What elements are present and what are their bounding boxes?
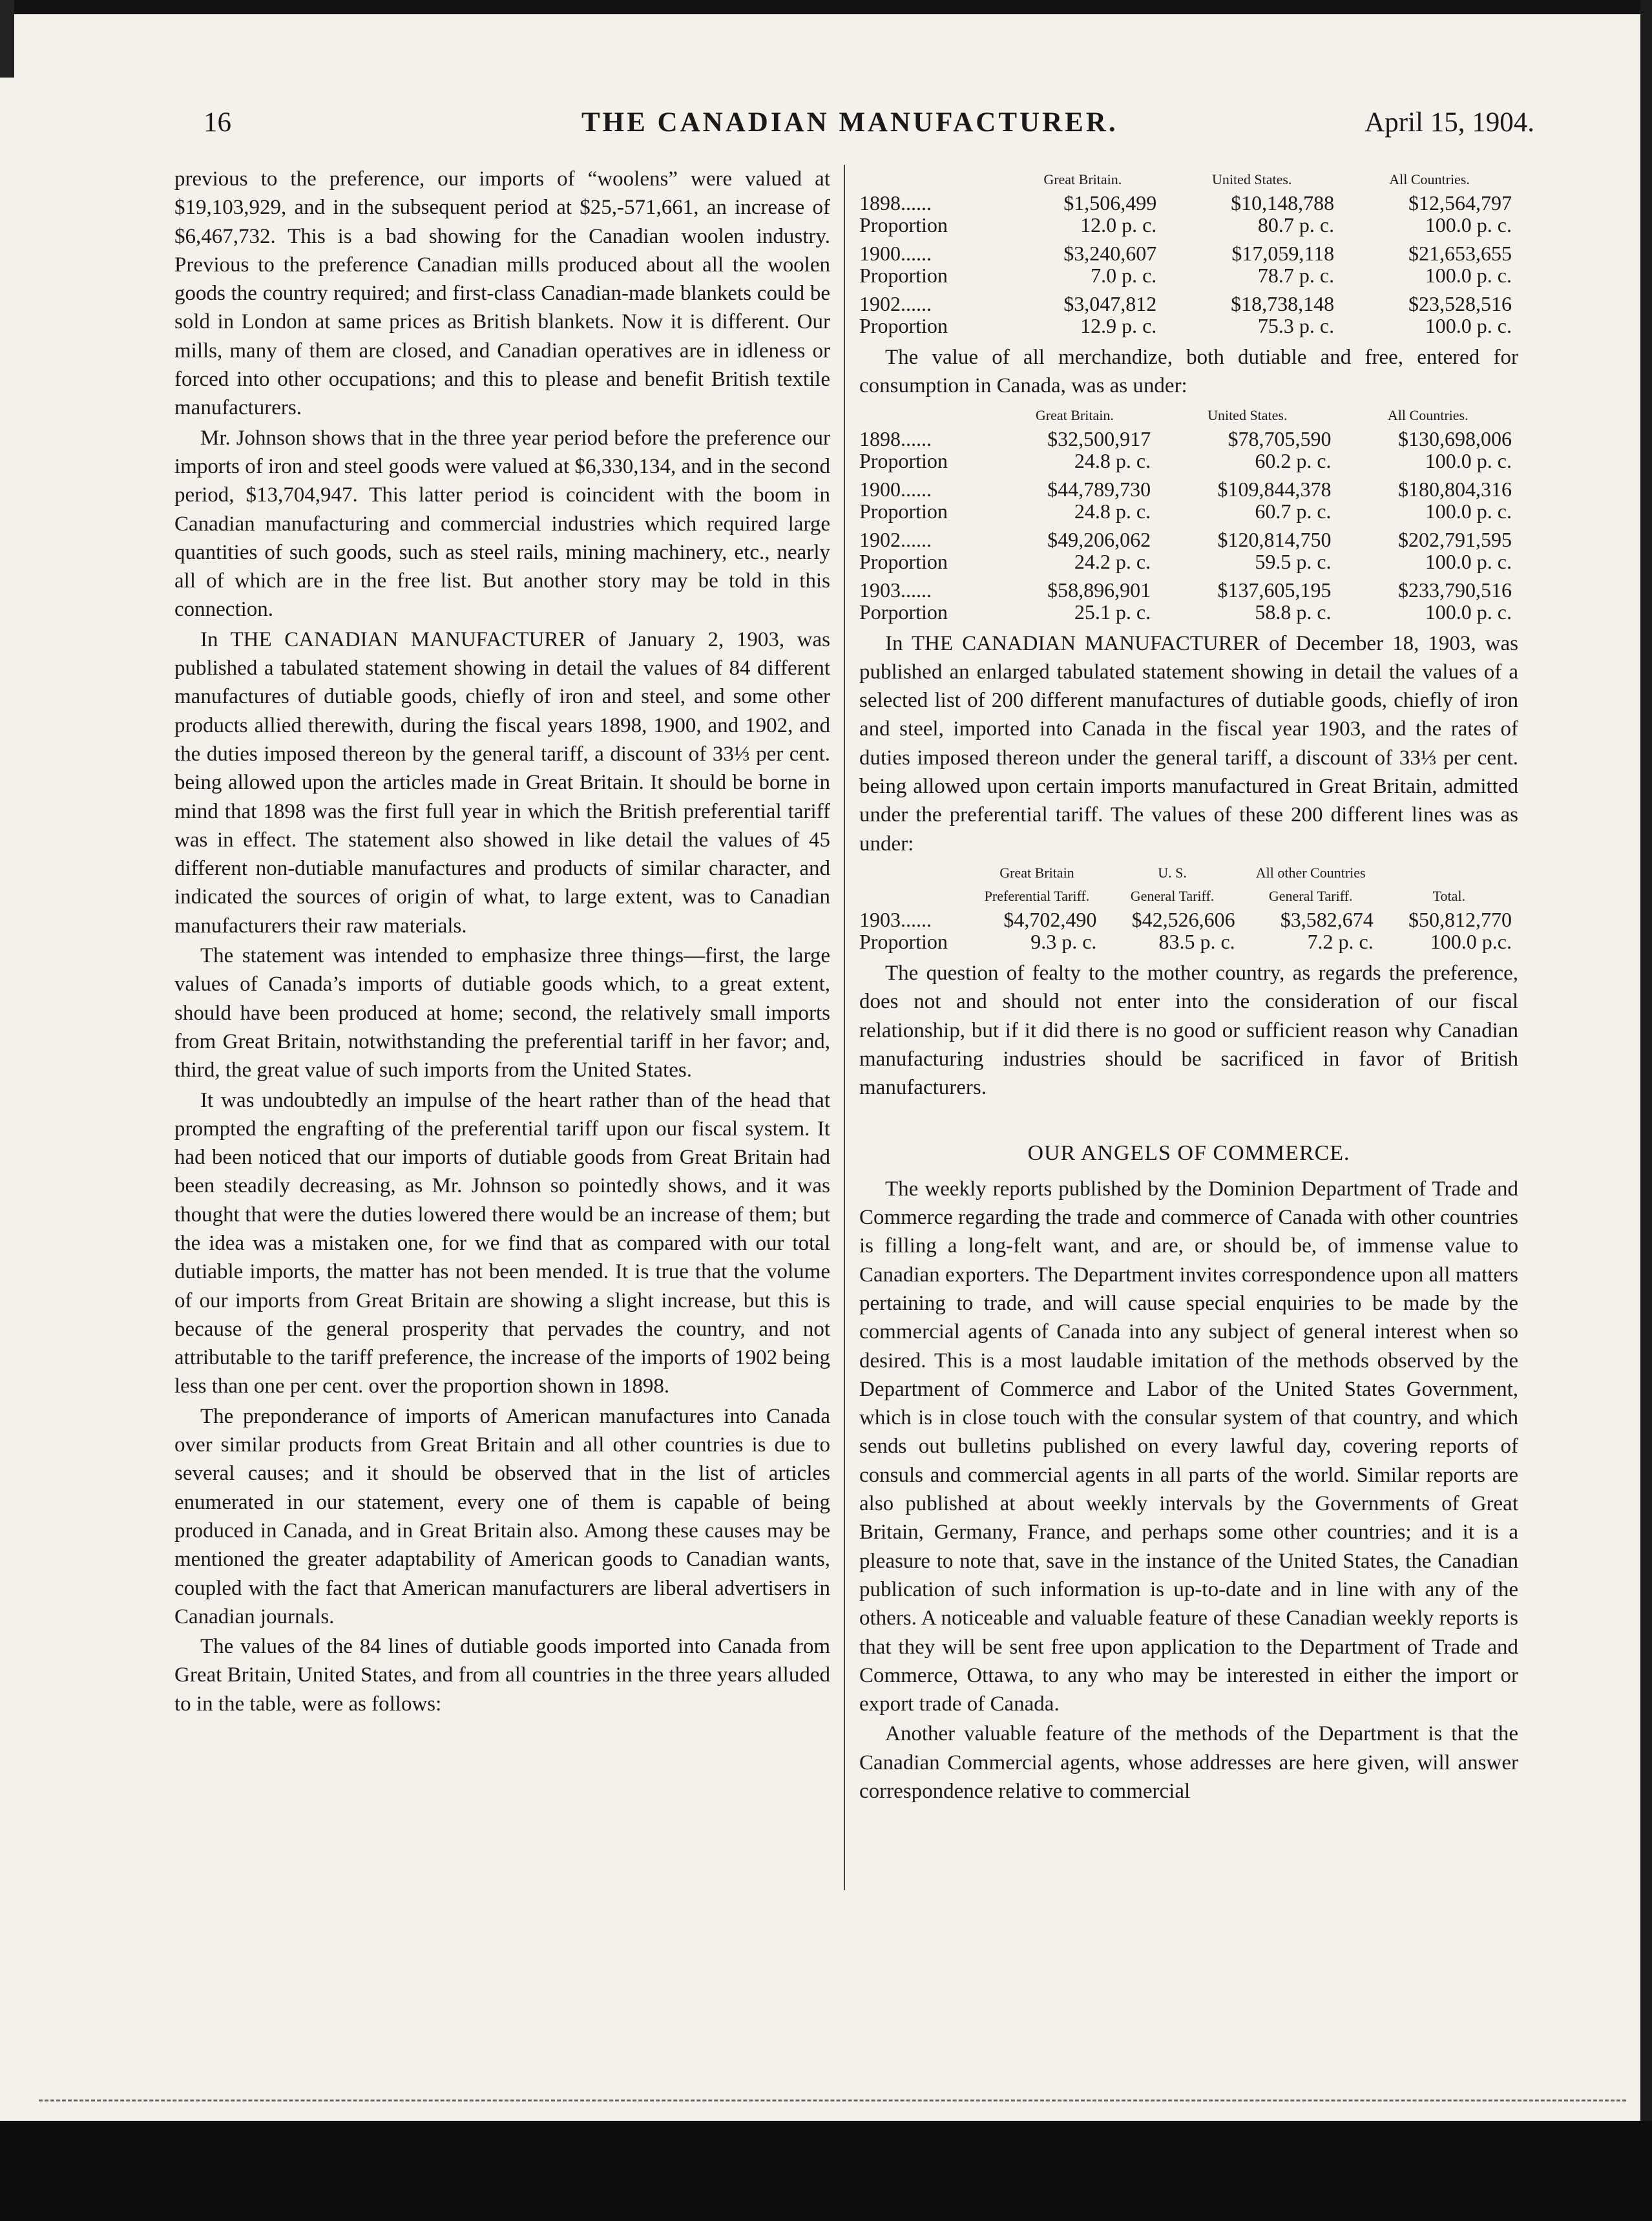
cell: 100.0 p. c. — [1425, 448, 1512, 472]
cell: 100.0 p. c. — [1425, 600, 1512, 624]
table-row — [859, 192, 1518, 214]
row-label: Proportion — [859, 264, 948, 287]
table-row — [859, 551, 1518, 573]
issue-date: April 15, 1904. — [1364, 107, 1534, 138]
table-row — [859, 522, 1518, 551]
column-header: Great Britain. — [1035, 406, 1114, 423]
row-label: Proportion — [859, 499, 948, 523]
paragraph: Another valuable feature of the methods of the Department is that the Canadian Commercial agents, whose addresses are here given, will answer correspondence relative to commercial — [859, 1722, 1518, 1803]
cell: 24.8 p. c. — [1074, 448, 1151, 472]
cell: $18,738,148 — [1231, 292, 1335, 315]
row-label: 1903...... — [859, 907, 932, 931]
column-header: Great Britain. — [1043, 171, 1122, 187]
column-header: Preferential Tariff. — [984, 887, 1090, 904]
table-row — [859, 573, 1518, 601]
page-number: 16 — [204, 107, 231, 138]
cell: $180,804,316 — [1398, 477, 1512, 501]
cell: $42,526,606 — [1131, 907, 1235, 931]
table-row — [859, 472, 1518, 500]
dutiable-imports-table — [859, 169, 1518, 337]
cell: $202,791,595 — [1398, 527, 1512, 551]
cell: 12.0 p. c. — [1080, 213, 1157, 237]
column-header: General Tariff. — [1130, 887, 1215, 904]
table-row — [859, 931, 1518, 953]
cell: $4,702,490 — [1003, 907, 1097, 931]
row-label: 1903...... — [859, 578, 932, 602]
table-row — [859, 315, 1518, 337]
left-column — [174, 165, 830, 1720]
paragraph: In THE CANADIAN MANUFACTURER of January 2, 1903, was published a tabulated statement showing in detail the values of 84 different manufactures of dutiable goods, chiefly of iron and steel, and some other products allied therewith, during the fiscal years 1898, 1900, and 1902, and the duties imposed thereon by the general tariff, a discount of 33⅓ per cent. being allowed upon the articles made in Great Britain. It should be borne in mind that 1898 was the first full year in which the British preferential tariff was in effect. The statement also showed in like detail the values of 45 different non-dutiable manufactures and products of similar character, and indicated the sources of origin of what, to large extent, was to Canadian manufacturers their raw materials. — [174, 627, 830, 938]
row-label: 1898...... — [859, 191, 932, 215]
cell: $12,564,797 — [1408, 191, 1512, 215]
cell: 7.0 p. c. — [1091, 264, 1157, 287]
right-column — [859, 165, 1518, 1807]
scan-right-border — [1640, 0, 1652, 2221]
cell: $78,705,590 — [1228, 426, 1332, 450]
cell: $21,653,655 — [1408, 242, 1512, 265]
cell: 100.0 p. c. — [1425, 314, 1512, 337]
cell: 100.0 p. c. — [1425, 499, 1512, 523]
column-header: All other Countries — [1255, 864, 1366, 881]
cell: 80.7 p. c. — [1257, 213, 1335, 237]
cell: $233,790,516 — [1398, 578, 1512, 602]
cell: 7.2 p. c. — [1307, 929, 1374, 953]
paragraph: It was undoubtedly an impulse of the heart rather than of the head that prompted the engrafting of the preferential tariff upon our fiscal system. It had been noticed that our imports of dutiable goods from Great Britain had been steadily decreasing, as Mr. Johnson so pointedly shows, and it was thought that were the duties lowered there would be an increase of them; but the idea was a mistaken one, for we find that as compared with our total dutiable imports, the matter has not been mended. It is true that the volume of our imports from Great Britain are showing a slight increase, but this is because of the general prosperity that pervades the country, and not attributable to the tariff preference, the increase of the imports of 1902 being less than one per cent. over the proportion shown in 1898. — [174, 1088, 830, 1398]
cell: 78.7 p. c. — [1257, 264, 1335, 287]
cell: 100.0 p. c. — [1425, 264, 1512, 287]
cell: $3,240,607 — [1063, 242, 1157, 265]
column-header: United States. — [1211, 171, 1292, 187]
cell: 100.0 p. c. — [1425, 213, 1512, 237]
cell: 60.2 p. c. — [1255, 448, 1332, 472]
column-header: U. S. — [1158, 864, 1187, 881]
cell: $58,896,901 — [1047, 578, 1151, 602]
row-label: 1900...... — [859, 477, 932, 501]
table-row — [859, 450, 1518, 472]
row-label: 1902...... — [859, 527, 932, 551]
cell: 100.0 p.c. — [1430, 929, 1512, 953]
cell: $3,047,812 — [1063, 292, 1157, 315]
cell: 59.5 p. c. — [1255, 549, 1332, 573]
row-label: Porportion — [859, 600, 948, 624]
table-row — [859, 286, 1518, 315]
cell: $23,528,516 — [1408, 292, 1512, 315]
cell: 24.2 p. c. — [1074, 549, 1151, 573]
cell: $49,206,062 — [1047, 527, 1151, 551]
table-row — [859, 236, 1518, 264]
scan-top-border — [0, 0, 1652, 14]
column-header: General Tariff. — [1268, 887, 1353, 904]
row-label: Proportion — [859, 448, 948, 472]
scan-left-edge — [0, 0, 14, 78]
column-header: United States. — [1208, 406, 1288, 423]
selected-lines-table — [859, 862, 1518, 953]
cell: 83.5 p. c. — [1158, 929, 1235, 953]
row-label: 1902...... — [859, 292, 932, 315]
column-header: Total. — [1432, 887, 1466, 904]
table-row — [859, 214, 1518, 236]
paragraph: The question of fealty to the mother country, as regards the preference, does not and should not enter into the consideration of our fiscal relationship, but if it did there is no good or sufficient reason why Canadian manufacturing industries should be sacrificed in favor of British manufacturers. — [859, 961, 1518, 1100]
cell: $109,844,378 — [1217, 477, 1332, 501]
row-label: Proportion — [859, 929, 948, 953]
scan-bottom-border — [0, 2121, 1652, 2221]
cell: $1,506,499 — [1063, 191, 1157, 215]
scan-dashed-line — [39, 2100, 1626, 2101]
paragraph: The statement was intended to emphasize three things—first, the large values of Canada’s imports of dutiable goods which, to a great extent, should have been produced at home; second, the relatively small imports from Great Britain, notwithstanding the preferential tariff in her favor; and, third, the great value of such imports from the United States. — [174, 944, 830, 1082]
paragraph: The preponderance of imports of American manufactures into Canada over similar products from Great Britain and all other countries is due to several causes; and it should be observed that in the list of articles enumerated in our statement, every one of them is capable of being produced in Canada, and in Great Britain also. Among these causes may be mentioned the greater adaptability of American goods to Canadian wants, coupled with the fact that American manufacturers are liberal advertisers in Canadian journals. — [174, 1404, 830, 1628]
paragraph: The values of the 84 lines of dutiable goods imported into Canada from Great Britain, United States, and from all countries in the three years alluded to in the table, were as follows: — [174, 1635, 830, 1716]
table-row — [859, 264, 1518, 286]
row-label: Proportion — [859, 314, 948, 337]
cell: $137,605,195 — [1217, 578, 1332, 602]
cell: $17,059,118 — [1231, 242, 1335, 265]
section-heading: OUR ANGELS OF COMMERCE. — [1027, 1141, 1350, 1166]
row-label: 1898...... — [859, 426, 932, 450]
cell: $120,814,750 — [1217, 527, 1332, 551]
table-row — [859, 601, 1518, 623]
page-header — [204, 107, 1534, 152]
all-merchandise-table — [859, 405, 1518, 623]
row-label: Proportion — [859, 213, 948, 237]
cell: $130,698,006 — [1398, 426, 1512, 450]
cell: 9.3 p. c. — [1030, 929, 1097, 953]
cell: $44,789,730 — [1047, 477, 1151, 501]
table-row — [859, 500, 1518, 522]
cell: $32,500,917 — [1047, 426, 1151, 450]
paragraph: The value of all merchandize, both dutiable and free, entered for consumption in Canada, was as under: — [859, 346, 1518, 398]
table-row — [859, 428, 1518, 450]
cell: $50,812,770 — [1408, 907, 1512, 931]
paragraph: Mr. Johnson shows that in the three year period before the preference our imports of iron and steel goods were valued at $6,330,134, and in the second period, $13,704,947. This latter period is coincident with the boom in Canadian manufacturing and commercial industries which required large quantities of such goods, such as steel rails, mining machinery, etc., nearly all of which are in the free list. But another story may be told in this connection. — [174, 426, 830, 622]
paragraph: In THE CANADIAN MANUFACTURER of December 18, 1903, was published an enlarged tabulated statement showing in detail the values of a selected list of 200 different manufactures of dutiable goods, chiefly of iron and steel, imported into Canada in the fiscal year 1903, and the rates of duties imposed thereon under the general tariff, a discount of 33⅓ per cent. being allowed upon certain imports manufactured in Great Britain, admitted under the preferential tariff. The values of these 200 different lines was as under: — [859, 631, 1518, 856]
table-row — [859, 909, 1518, 931]
paragraph: previous to the preference, our imports of “woolens” were valued at $19,103,929, and in the subsequent period at $25,-571,661, an increase of $6,467,732. This is a bad showing for the Canadian woolen industry. Previous to the preference Canadian mills produced about all the woolen goods the country required; and first-class Canadian-made blankets could be sold in London at same prices as British blankets. Now it is different. Our mills, many of them are closed, and Canadian operatives are in idleness or forced into other occupations; and this to please and benefit British textile manufacturers. — [174, 167, 830, 420]
column-header: All Countries. — [1389, 171, 1470, 187]
cell: 12.9 p. c. — [1080, 314, 1157, 337]
cell: 60.7 p. c. — [1255, 499, 1332, 523]
cell: $10,148,788 — [1231, 191, 1335, 215]
cell: 75.3 p. c. — [1257, 314, 1335, 337]
cell: 58.8 p. c. — [1255, 600, 1332, 624]
cell: 100.0 p. c. — [1425, 549, 1512, 573]
column-header: Great Britain — [999, 864, 1074, 881]
cell: 25.1 p. c. — [1074, 600, 1151, 624]
column-divider — [844, 165, 845, 1890]
column-header: All Countries. — [1387, 406, 1469, 423]
publication-title: THE CANADIAN MANUFACTURER. — [581, 107, 1118, 138]
paragraph: The weekly reports published by the Dominion Department of Trade and Commerce regarding the trade and commerce of Canada with other countries is filling a long-felt want, and are, or should be, of immense value to Canadian exporters. The Department invites correspondence upon all matters pertaining to trade, and will cause special enquiries to be made by the commercial agents of Canada into any subject of general interest when so desired. This is a most laudable imitation of the methods observed by the Department of Commerce and Labor of the United States Government, which is in close touch with the consular system of that country, and which sends out bulletins published on every lawful day, covering reports of consuls and commercial agents in all parts of the world. Similar reports are also published at about weekly intervals by the Governments of Great Britain, Germany, France, and perhaps some other countries; and it is a pleasure to note that, save in the instance of the United States, the Canadian publication of such information is up-to-date and in line with any of the others. A noticeable and valuable feature of these Canadian weekly reports is that they will be sent free upon application to the Department of Trade and Commerce, Ottawa, to any who may be interested in either the import or export trade of Canada. — [859, 1177, 1518, 1716]
cell: 24.8 p. c. — [1074, 499, 1151, 523]
cell: $3,582,674 — [1280, 907, 1374, 931]
row-label: 1900...... — [859, 242, 932, 265]
row-label: Proportion — [859, 549, 948, 573]
